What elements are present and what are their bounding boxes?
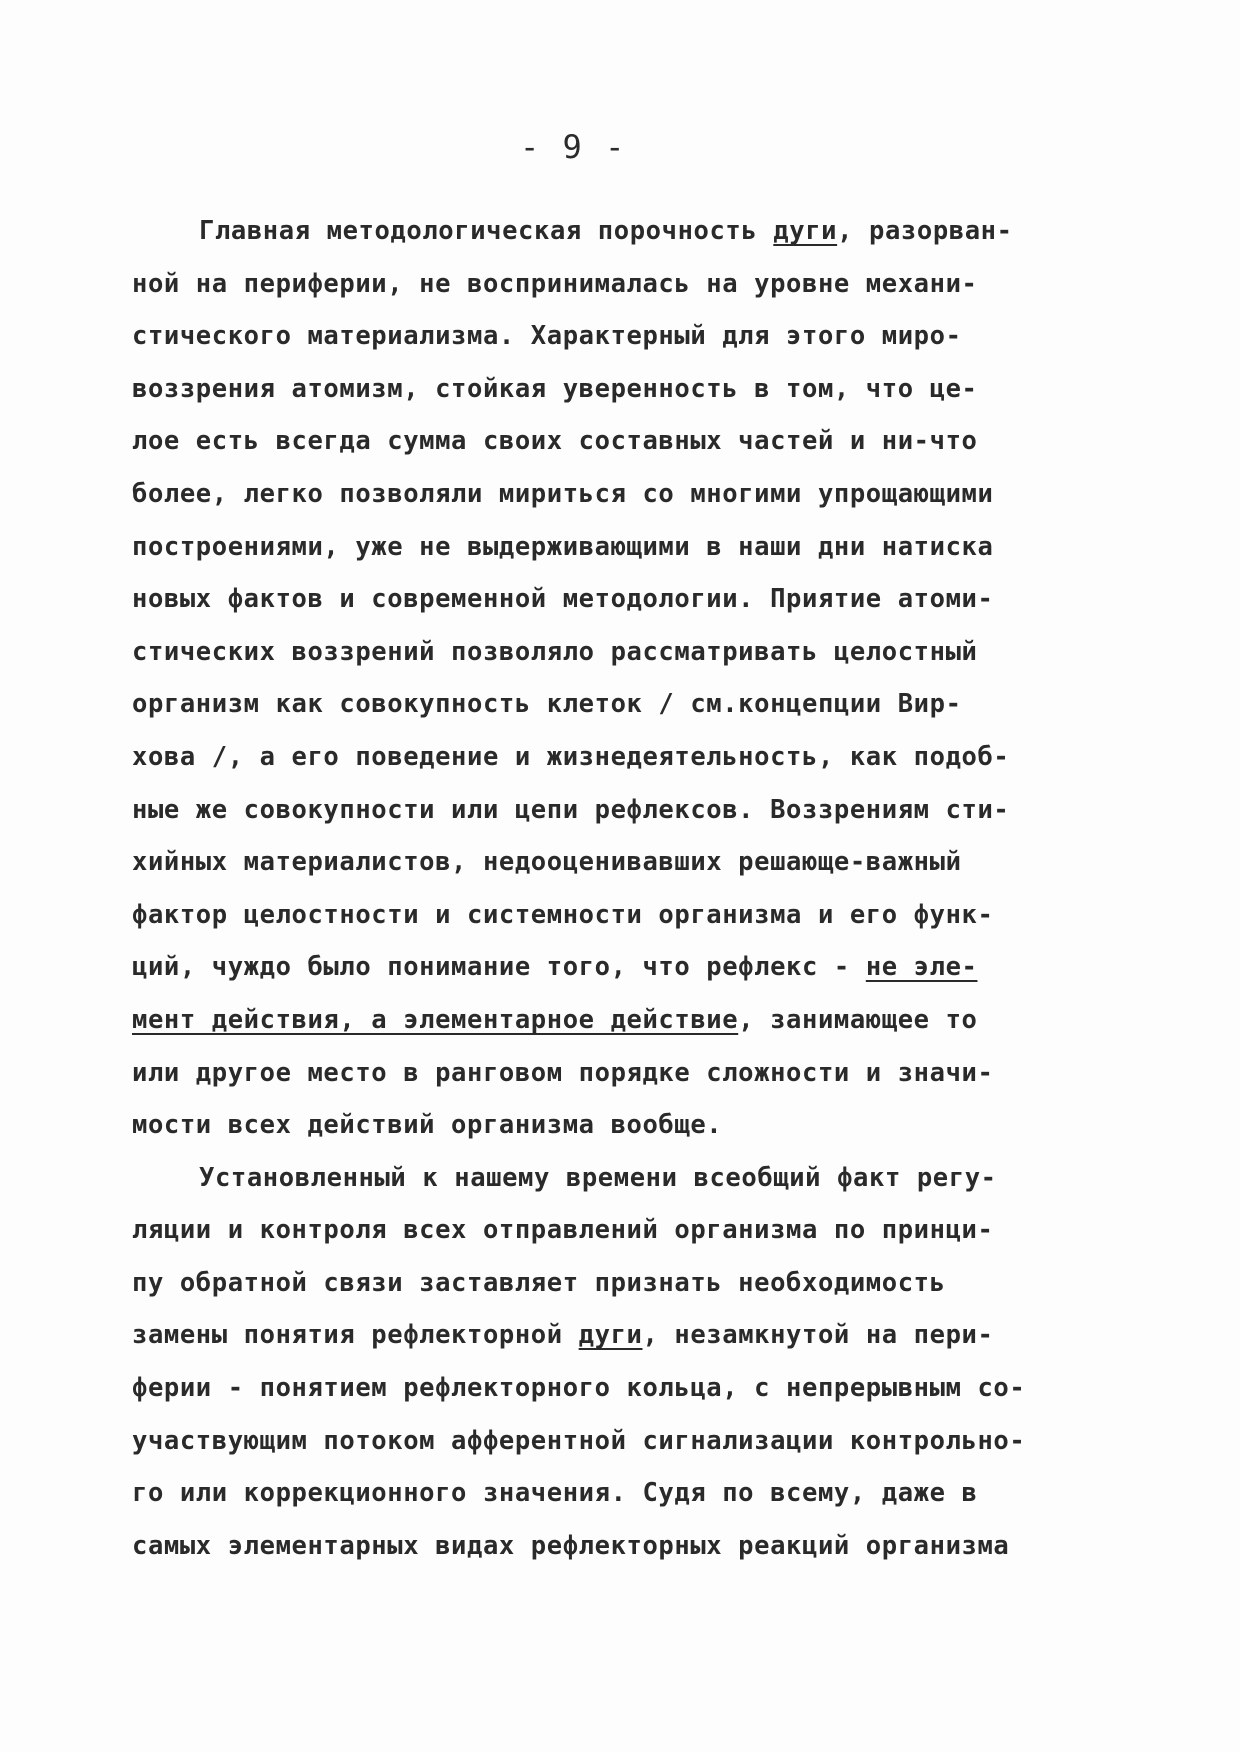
text-segment: или другое место в ранговом порядке сложности и значи- — [132, 1057, 994, 1088]
text-line — [132, 258, 1132, 311]
text-segment: ные же совокупности или цепи рефлексов. Воззрениям сти- — [132, 794, 1010, 825]
text-segment: фактор целостности и системности организма и его функ- — [132, 899, 994, 930]
text-line — [132, 205, 1132, 258]
text-line — [132, 1520, 1132, 1573]
text-segment: хийных материалистов, недооценивавших решающе-важный — [132, 847, 962, 878]
text-line — [132, 626, 1132, 679]
text-line — [132, 415, 1132, 468]
text-line — [132, 363, 1132, 416]
text-line — [132, 1099, 1132, 1152]
text-segment: , занимающее то — [738, 1004, 978, 1035]
text-segment: построениями, уже не выдерживающими в наши дни натиска — [132, 531, 994, 562]
underlined-text: дуги — [773, 216, 838, 246]
text-line — [132, 573, 1132, 626]
text-segment: замены понятия рефлекторной — [132, 1320, 579, 1351]
text-segment: участвующим потоком афферентной сигнализации контрольно- — [132, 1425, 1026, 1456]
page-number: - 9 - — [520, 128, 627, 166]
text-line — [132, 889, 1132, 942]
text-line — [132, 1415, 1132, 1468]
text-segment: новых фактов и современной методологии. Приятие атоми- — [132, 584, 994, 615]
text-line — [132, 1362, 1132, 1415]
text-line — [132, 521, 1132, 574]
text-segment: хова /, а его поведение и жизнедеятельность, как подоб- — [132, 741, 1010, 772]
text-line — [132, 1152, 1132, 1205]
underlined-text: не эле- — [865, 952, 978, 983]
text-line — [132, 1204, 1132, 1257]
text-segment: организм как совокупность клеток / см.концепции Вир- — [132, 689, 962, 720]
text-segment: Установленный к нашему времени всеобщий факт регу- — [199, 1162, 997, 1193]
text-segment: пу обратной связи заставляет признать необходимость — [132, 1267, 946, 1298]
text-segment: стических воззрений позволяло рассматривать целостный — [132, 636, 978, 667]
text-line — [132, 994, 1132, 1047]
text-segment: воззрения атомизм, стойкая уверенность в том, что це- — [132, 373, 978, 404]
body-text — [132, 205, 1132, 1572]
text-segment: ляции и контроля всех отправлений организма по принци- — [132, 1215, 994, 1246]
text-segment: лое есть всегда сумма своих составных частей и ни-что — [132, 426, 978, 457]
text-segment: Главная методологическая порочность — [199, 216, 774, 246]
text-segment: мости всех действий организма вообще. — [132, 1110, 723, 1141]
text-segment: го или коррекционного значения. Судя по всему, даже в — [132, 1478, 978, 1509]
text-line — [132, 1467, 1132, 1520]
text-segment: , разорван- — [837, 216, 1013, 246]
text-line — [132, 1047, 1132, 1100]
underlined-text: дуги — [578, 1320, 643, 1351]
text-line — [132, 468, 1132, 521]
text-line — [132, 941, 1132, 994]
text-segment: ций, чуждо было понимание того, что рефлекс - — [132, 952, 866, 983]
text-segment: , незамкнутой на пери- — [642, 1320, 994, 1351]
text-segment: более, легко позволяли мириться со многими упрощающими — [132, 478, 994, 509]
underlined-text: мент действия, а элементарное действие — [132, 1004, 739, 1035]
text-line — [132, 784, 1132, 837]
text-segment: ферии - понятием рефлекторного кольца, с непрерывным со- — [132, 1373, 1026, 1404]
text-line — [132, 678, 1132, 731]
text-line — [132, 310, 1132, 363]
text-segment: стического материализма. Характерный для этого миро- — [132, 321, 962, 352]
text-line — [132, 1309, 1132, 1362]
text-line — [132, 731, 1132, 784]
text-segment: самых элементарных видах рефлекторных реакций организма — [132, 1530, 1010, 1561]
text-line — [132, 1257, 1132, 1310]
text-segment: ной на периферии, не воспринималась на уровне механи- — [132, 268, 978, 299]
text-line — [132, 836, 1132, 889]
